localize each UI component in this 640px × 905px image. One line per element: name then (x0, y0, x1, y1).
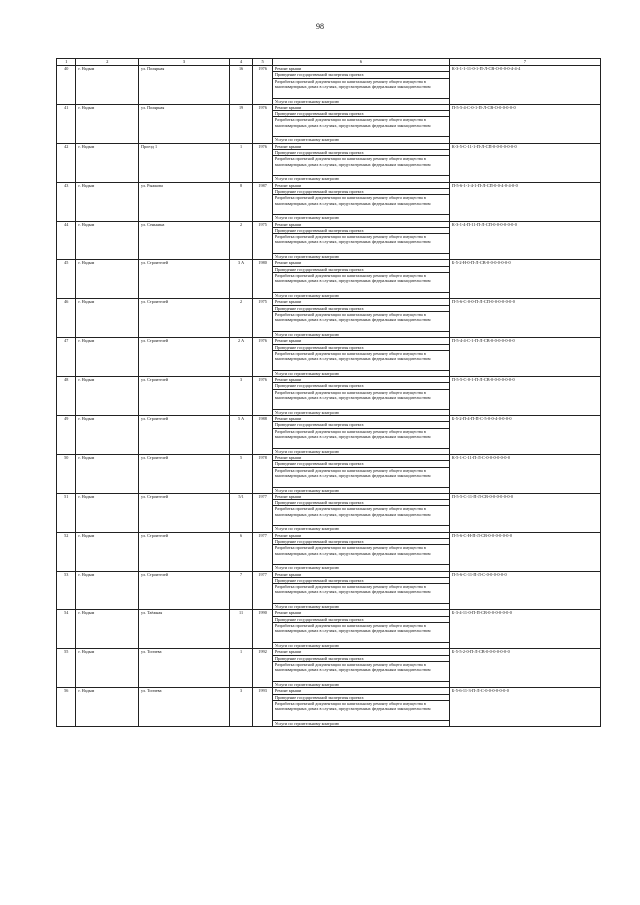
build-year-cell: 1980 (253, 260, 272, 299)
work-type-cell: Разработка проектной документации по капитальному ремонту общего имущества в многоквартирных домах в случаях, предусмотренных федеральным законодательством (272, 428, 449, 448)
row-number: 40 (57, 66, 76, 105)
building-code-cell: К-5-1-С-11-П-Л-С-0-0-0-0-0-0-0 (449, 454, 600, 493)
building-code-cell: П-5-5-4-С-0-1-П-Л-СВ-О-0-0-0-0-0 (449, 104, 600, 143)
house-number-cell: 1 (229, 649, 253, 688)
column-header: 7 (449, 59, 600, 66)
house-number-cell: 6 (229, 532, 253, 571)
house-number-cell: 1 (229, 143, 253, 182)
work-type-cell: Проведение государственной экспертизы проекта (272, 694, 449, 700)
work-type-cell: Разработка проектной документации по капитальному ремонту общего имущества в многоквартирных домах в случаях, предусмотренных федеральным законодательством (272, 467, 449, 487)
register-body (57, 66, 601, 727)
city-cell: г. Надым (76, 260, 139, 299)
street-cell: ул. Топчева (139, 688, 230, 727)
row-number: 45 (57, 260, 76, 299)
building-code-cell: П-5-6-1-1-4-1-П-Л-СП-0-0-4-0-4-0-0 (449, 182, 600, 221)
work-type-cell: Услуги по строительному контролю (272, 176, 449, 182)
build-year-cell: 1975 (253, 221, 272, 260)
work-type-cell: Проведение государственной экспертизы проекта (272, 344, 449, 350)
work-type-cell: Проведение государственной экспертизы проекта (272, 616, 449, 622)
house-number-cell: 2 (229, 299, 253, 338)
work-type-cell: Разработка проектной документации по капитальному ремонту общего имущества в многоквартирных домах в случаях, предусмотренных федеральным законодательством (272, 661, 449, 681)
street-cell: ул. Рыжкова (139, 182, 230, 221)
city-cell: г. Надым (76, 104, 139, 143)
city-cell: г. Надым (76, 571, 139, 610)
building-code-cell: К-3-1-1-11-0-1-П-Л-СВ-О-0-0-0-4-4-4 (449, 66, 600, 105)
work-type-cell: Услуги по строительному контролю (272, 565, 449, 571)
house-number-cell: 7 (229, 571, 253, 610)
work-type-cell: Разработка проектной документации по капитальному ремонту общего имущества в многоквартирных домах в случаях, предусмотренных федеральным законодательством (272, 545, 449, 565)
house-number-cell: 5/1 (229, 493, 253, 532)
work-type-cell: Проведение государственной экспертизы проекта (272, 655, 449, 661)
city-cell: г. Надым (76, 66, 139, 105)
work-type-cell: Услуги по строительному контролю (272, 137, 449, 143)
city-cell: г. Надым (76, 299, 139, 338)
street-cell: ул. Строителей (139, 532, 230, 571)
work-type-cell: Разработка проектной документации по капитальному ремонту общего имущества в многоквартирных домах в случаях, предусмотренных федеральным законодательством (272, 389, 449, 409)
row-number: 48 (57, 377, 76, 416)
work-type-cell: Проведение государственной экспертизы проекта (272, 461, 449, 467)
work-type-cell: Ремонт крыши (272, 649, 449, 655)
build-year-cell: 1992 (253, 649, 272, 688)
work-type-cell: Ремонт крыши (272, 338, 449, 344)
row-number: 44 (57, 221, 76, 260)
work-type-cell: Проведение государственной экспертизы проекта (272, 72, 449, 78)
house-number-cell: 5 (229, 454, 253, 493)
build-year-cell: 1988 (253, 416, 272, 455)
house-number-cell: 3 (229, 688, 253, 727)
row-number: 54 (57, 610, 76, 649)
row-number: 53 (57, 571, 76, 610)
work-type-cell: Ремонт крыши (272, 143, 449, 149)
work-type-cell: Проведение государственной экспертизы проекта (272, 227, 449, 233)
column-header: 3 (139, 59, 230, 66)
column-header: 5 (253, 59, 272, 66)
build-year-cell: 1976 (253, 377, 272, 416)
work-type-cell: Проведение государственной экспертизы проекта (272, 111, 449, 117)
build-year-cell: 1976 (253, 143, 272, 182)
work-type-cell: Услуги по строительному контролю (272, 487, 449, 493)
work-type-cell: Проведение государственной экспертизы проекта (272, 266, 449, 272)
row-number: 46 (57, 299, 76, 338)
city-cell: г. Надым (76, 338, 139, 377)
city-cell: г. Надым (76, 649, 139, 688)
build-year-cell: 1993 (253, 688, 272, 727)
work-type-cell: Услуги по строительному контролю (272, 643, 449, 649)
work-type-cell: Разработка проектной документации по капитальному ремонту общего имущества в многоквартирных домах в случаях, предусмотренных федеральным законодательством (272, 350, 449, 370)
work-type-cell: Проведение государственной экспертизы проекта (272, 500, 449, 506)
work-type-cell: Проведение государственной экспертизы проекта (272, 150, 449, 156)
work-type-cell: Ремонт крыши (272, 688, 449, 694)
work-type-cell: Услуги по строительному контролю (272, 604, 449, 610)
work-type-cell: Ремонт крыши (272, 182, 449, 188)
work-type-cell: Разработка проектной документации по капитальному ремонту общего имущества в многоквартирных домах в случаях, предусмотренных федеральным законодательством (272, 311, 449, 331)
work-type-cell: Услуги по строительному контролю (272, 370, 449, 376)
city-cell: г. Надым (76, 182, 139, 221)
work-type-cell: Услуги по строительному контролю (272, 409, 449, 415)
city-cell: г. Надым (76, 688, 139, 727)
column-header: 1 (57, 59, 76, 66)
build-year-cell: 1978 (253, 454, 272, 493)
row-number: 49 (57, 416, 76, 455)
work-type-cell: Услуги по строительному контролю (272, 254, 449, 260)
building-code-cell: П-5-4-4-С-1-П-Л-СВ-0-0-0-0-0-0-0 (449, 338, 600, 377)
street-cell: ул. Строителей (139, 260, 230, 299)
house-number-cell: 16 (229, 66, 253, 105)
column-number-row (57, 59, 601, 66)
building-code-cell: Б-5-6-11-3-П-Л-С-0-0-0-0-0-0-0 (449, 688, 600, 727)
building-code-cell: П-5-5-С-0-1-П-Л-СВ-0-0-0-0-0-0-0 (449, 377, 600, 416)
street-cell: ул. Полярная (139, 66, 230, 105)
building-code-cell: П-5-6-С-0-0-П-Л-СП-0-0-0-0-0-0-0 (449, 299, 600, 338)
row-number: 41 (57, 104, 76, 143)
build-year-cell: 1975 (253, 299, 272, 338)
street-cell: Проезд 1 (139, 143, 230, 182)
house-number-cell: 11 (229, 610, 253, 649)
work-type-cell: Ремонт крыши (272, 454, 449, 460)
row-number: 50 (57, 454, 76, 493)
row-number: 47 (57, 338, 76, 377)
building-code-cell: П-5-6-С-11-П-Л-С-0-0-0-0-0-0 (449, 571, 600, 610)
column-header: 2 (76, 59, 139, 66)
build-year-cell: 1977 (253, 532, 272, 571)
work-type-cell: Услуги по строительному контролю (272, 526, 449, 532)
street-cell: ул. Строителей (139, 493, 230, 532)
work-type-cell: Разработка проектной документации по капитальному ремонту общего имущества в многоквартирных домах в случаях, предусмотренных федеральным законодательством (272, 234, 449, 254)
row-number: 56 (57, 688, 76, 727)
work-type-cell: Проведение государственной экспертизы проекта (272, 538, 449, 544)
house-number-cell: 19 (229, 104, 253, 143)
row-number: 55 (57, 649, 76, 688)
work-type-cell: Ремонт крыши (272, 221, 449, 227)
work-type-cell: Услуги по строительному контролю (272, 448, 449, 454)
city-cell: г. Надым (76, 532, 139, 571)
building-code-cell: Б-3-4-11-0-П-П-СВ-0-0-0-0-0-0-0 (449, 610, 600, 649)
work-type-cell: Услуги по строительному контролю (272, 215, 449, 221)
build-year-cell: 1976 (253, 338, 272, 377)
street-cell: ул. Строителей (139, 377, 230, 416)
work-type-cell: Разработка проектной документации по капитальному ремонту общего имущества в многоквартирных домах в случаях, предусмотренных федеральным законодательством (272, 273, 449, 293)
build-year-cell: 1976 (253, 66, 272, 105)
work-type-cell: Ремонт крыши (272, 260, 449, 266)
street-cell: ул. Топчева (139, 649, 230, 688)
city-cell: г. Надым (76, 610, 139, 649)
page-number: 98 (316, 22, 324, 31)
building-code-cell: К-3-5-С-11-1-П-Л-СП-0-0-0-0-0-0-0 (449, 143, 600, 182)
building-code-cell: Б-5-5-2-0-П-Л-СВ-0-0-0-0-0-0-0 (449, 649, 600, 688)
building-code-cell: П-5-5-С-11-П-Л-СВ-0-0-0-0-0-0-0 (449, 493, 600, 532)
building-code-cell: Б-5-2-П-4-П-П-С-5-0-0-4-0-0-0-0 (449, 416, 600, 455)
build-year-cell: 1990 (253, 610, 272, 649)
street-cell: ул. Строителей (139, 454, 230, 493)
work-type-cell: Услуги по строительному контролю (272, 293, 449, 299)
work-type-cell: Разработка проектной документации по капитальному ремонту общего имущества в многоквартирных домах в случаях, предусмотренных федеральным законодательством (272, 584, 449, 604)
house-number-cell: 2 А (229, 338, 253, 377)
building-code-cell: К-3-1-4-П-11-П-Л-СП-0-0-0-0-0-0-0 (449, 221, 600, 260)
register-table (56, 58, 601, 727)
house-number-cell: 3 (229, 377, 253, 416)
city-cell: г. Надым (76, 143, 139, 182)
work-type-cell: Разработка проектной документации по капитальному ремонту общего имущества в многоквартирных домах в случаях, предусмотренных федеральным законодательством (272, 506, 449, 526)
house-number-cell: 2 (229, 221, 253, 260)
work-type-cell: Разработка проектной документации по капитальному ремонту общего имущества в многоквартирных домах в случаях, предусмотренных федеральным законодательством (272, 117, 449, 137)
build-year-cell: 1977 (253, 493, 272, 532)
work-type-cell: Ремонт крыши (272, 104, 449, 110)
build-year-cell: 1976 (253, 104, 272, 143)
work-type-cell: Разработка проектной документации по капитальному ремонту общего имущества в многоквартирных домах в случаях, предусмотренных федеральным законодательством (272, 700, 449, 720)
city-cell: г. Надым (76, 454, 139, 493)
street-cell: ул. Сенькина (139, 221, 230, 260)
work-type-cell: Разработка проектной документации по капитальному ремонту общего имущества в многоквартирных домах в случаях, предусмотренных федеральным законодательством (272, 78, 449, 98)
street-cell: ул. Строителей (139, 571, 230, 610)
street-cell: ул. Таёжная (139, 610, 230, 649)
work-type-cell: Проведение государственной экспертизы проекта (272, 422, 449, 428)
house-number-cell: 8 (229, 182, 253, 221)
city-cell: г. Надым (76, 221, 139, 260)
row-number: 43 (57, 182, 76, 221)
work-type-cell: Услуги по строительному контролю (272, 331, 449, 337)
work-type-cell: Ремонт крыши (272, 532, 449, 538)
work-type-cell: Ремонт крыши (272, 571, 449, 577)
column-header: 6 (272, 59, 449, 66)
city-cell: г. Надым (76, 416, 139, 455)
work-type-cell: Ремонт крыши (272, 493, 449, 499)
work-type-cell: Ремонт крыши (272, 299, 449, 305)
build-year-cell: 1977 (253, 571, 272, 610)
work-type-cell: Услуги по строительному контролю (272, 720, 449, 726)
street-cell: ул. Строителей (139, 338, 230, 377)
row-number: 42 (57, 143, 76, 182)
work-type-cell: Ремонт крыши (272, 610, 449, 616)
house-number-cell: 5 А (229, 416, 253, 455)
work-type-cell: Разработка проектной документации по капитальному ремонту общего имущества в многоквартирных домах в случаях, предусмотренных федеральным законодательством (272, 195, 449, 215)
work-type-cell: Разработка проектной документации по капитальному ремонту общего имущества в многоквартирных домах в случаях, предусмотренных федеральным законодательством (272, 156, 449, 176)
work-type-cell: Проведение государственной экспертизы проекта (272, 577, 449, 583)
building-code-cell: Б-5-2-Н-0-П-Л-СВ-0-0-0-0-0-0-0 (449, 260, 600, 299)
street-cell: ул. Строителей (139, 299, 230, 338)
street-cell: ул. Полярная (139, 104, 230, 143)
work-type-cell: Ремонт крыши (272, 66, 449, 72)
work-type-cell: Ремонт крыши (272, 377, 449, 383)
work-type-cell: Услуги по строительному контролю (272, 681, 449, 687)
building-code-cell: П-5-6-С-Н-П-Л-СВ-0-0-0-0-0-0-0 (449, 532, 600, 571)
row-number: 52 (57, 532, 76, 571)
street-cell: ул. Строителей (139, 416, 230, 455)
city-cell: г. Надым (76, 377, 139, 416)
row-number: 51 (57, 493, 76, 532)
build-year-cell: 1987 (253, 182, 272, 221)
work-type-cell: Ремонт крыши (272, 416, 449, 422)
work-type-cell: Услуги по строительному контролю (272, 98, 449, 104)
work-type-cell: Проведение государственной экспертизы проекта (272, 305, 449, 311)
work-type-cell: Разработка проектной документации по капитальному ремонту общего имущества в многоквартирных домах в случаях, предусмотренных федеральным законодательством (272, 623, 449, 643)
work-type-cell: Проведение государственной экспертизы проекта (272, 188, 449, 194)
work-type-cell: Проведение государственной экспертизы проекта (272, 383, 449, 389)
house-number-cell: 3 А (229, 260, 253, 299)
city-cell: г. Надым (76, 493, 139, 532)
column-header: 4 (229, 59, 253, 66)
